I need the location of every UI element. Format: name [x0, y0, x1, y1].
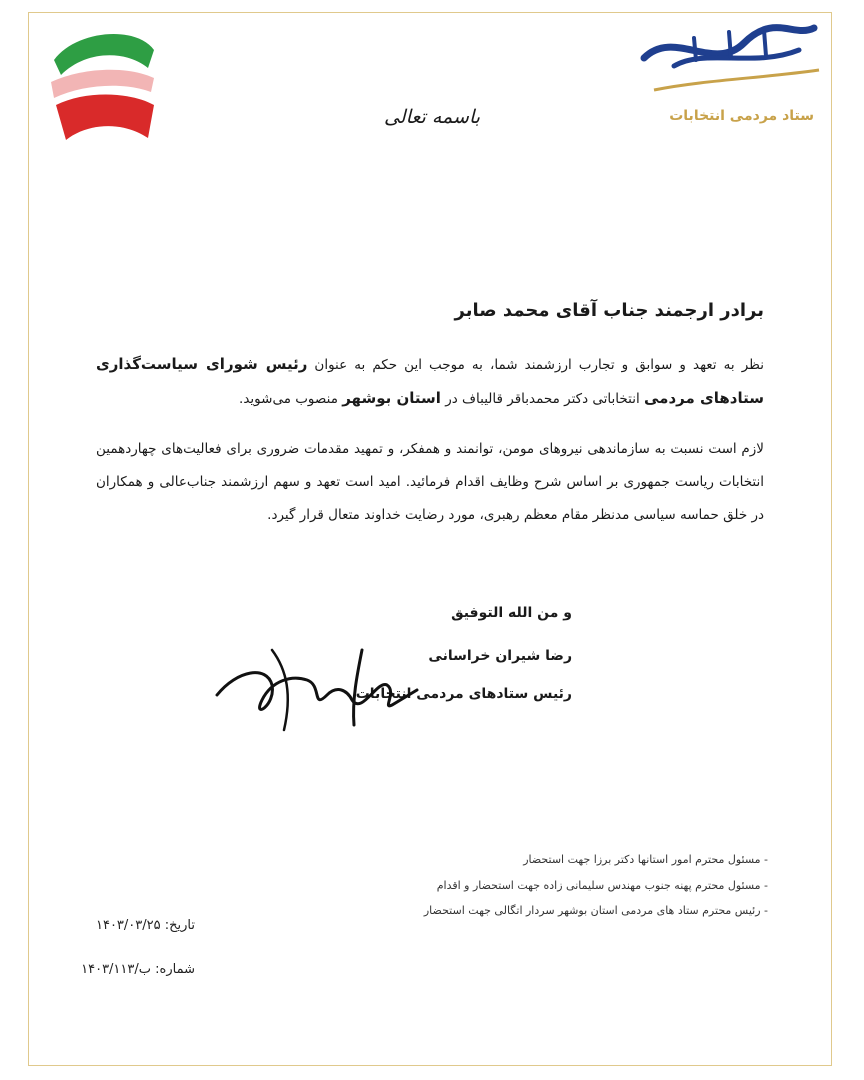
p1-bold-position: رئیس شورای سیاست‌گذاری ستادهای مردمی [96, 355, 764, 407]
letter-number [80, 962, 195, 977]
signer-name: رضا شیران خراسانی [428, 648, 572, 664]
p1-text-b: انتخاباتی دکتر محمدباقر قالیباف در [440, 391, 644, 407]
closing-phrase: و من الله التوفیق [451, 605, 572, 621]
paragraph-duties: لازم است نسبت به سازماندهی نیروهای مومن، توانمند و همفکر، و تمهید مقدمات ضروری برای فعالیت‌های چهاردهمین انتخابات ریاست جمهوری بر اساس شرح وظایف اقدام فرمائید. امید است تعهد و سهم ارزشمند جناب‌عالی و همکاران در خلق حماسه سیاسی مدنظر مقام معظم رهبری، مورد رضایت خداوند متعال قرار گیرد. [96, 441, 764, 523]
emblem-logo [36, 20, 166, 150]
p1-text-a: نظر به تعهد و سوابق و تجارب ارزشمند شما، به موجب این حکم به عنوان [307, 357, 764, 373]
p1-bold-province: استان بوشهر [342, 389, 441, 407]
paragraph-appointment [96, 348, 764, 416]
number-value: ب/۱۴۰۳/۱۱۳ [81, 962, 152, 977]
cc-line: - مسئول محترم پهنه جنوب مهندس سلیمانی زاده جهت استحضار و اقدام [436, 879, 768, 892]
brand-caption: ستاد مردمی انتخابات [669, 108, 814, 124]
emblem-icon [36, 20, 166, 150]
invocation-heading: باسمه تعالی [383, 106, 481, 128]
date-value: ۱۴۰۳/۰۳/۲۵ [95, 918, 161, 933]
letter-date [80, 918, 195, 933]
date-label: تاریخ: [164, 918, 195, 933]
signer-title: رئیس ستادهای مردمی انتخابات [355, 686, 572, 702]
salutation: برادر ارجمند جناب آقای محمد صابر [454, 300, 764, 321]
p1-text-c: منصوب می‌شوید. [239, 391, 343, 407]
cc-line: - رئیس محترم ستاد های مردمی استان بوشهر سردار اتگالی جهت استحضار [423, 904, 768, 917]
number-label: شماره: [155, 962, 195, 977]
cc-line: - مسئول محترم امور استانها دکتر برزا جهت استحضار [523, 853, 768, 866]
signature-icon [212, 640, 422, 735]
calligraphy-logo-icon [634, 18, 824, 98]
